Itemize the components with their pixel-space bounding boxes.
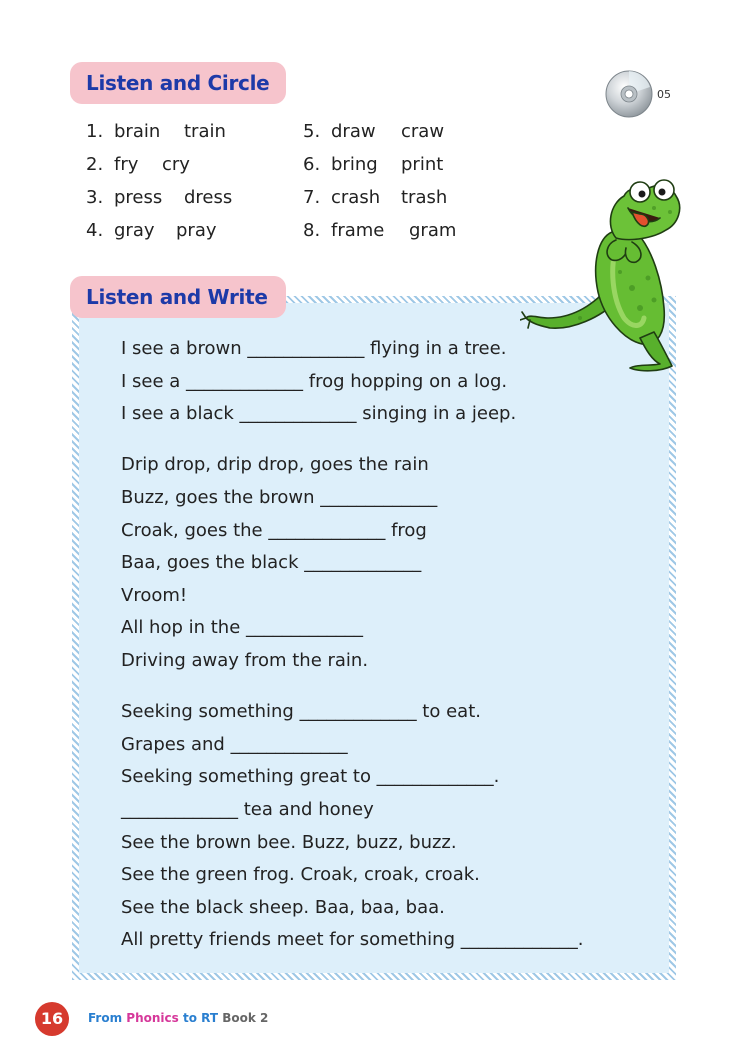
word-option[interactable]: trash <box>401 187 448 208</box>
footer-text: From <box>88 1011 127 1025</box>
fill-line[interactable]: Baa, goes the black _____________ <box>121 552 422 574</box>
fill-line[interactable]: Grapes and _____________ <box>121 733 348 755</box>
footer-text: to RT <box>178 1011 223 1025</box>
poem-line: See the green frog. Croak, croak, croak. <box>121 864 480 886</box>
listen-write-lines <box>121 333 583 957</box>
word-option[interactable]: fry <box>114 154 139 175</box>
fill-line[interactable]: I see a brown _____________ flying in a tree. <box>121 338 507 359</box>
list-item: 3. press dress <box>86 181 232 214</box>
poem-line: See the brown bee. Buzz, buzz, buzz. <box>121 831 457 853</box>
footer-text: Book 2 <box>222 1011 269 1025</box>
list-item: 7. crash trash <box>303 181 456 214</box>
word-option[interactable]: print <box>401 154 444 175</box>
word-option[interactable]: press <box>114 187 163 208</box>
word-list-left <box>86 115 232 247</box>
listen-write-title <box>70 276 286 318</box>
list-item: 5. draw craw <box>303 115 456 148</box>
word-option[interactable]: craw <box>401 121 445 142</box>
fill-line[interactable]: Seeking something great to _____________. <box>121 766 500 788</box>
fill-line[interactable]: Croak, goes the _____________ frog <box>121 519 427 541</box>
fill-line[interactable]: I see a black _____________ singing in a jeep. <box>121 403 517 425</box>
list-item: 4. gray pray <box>86 214 232 247</box>
page-number: 16 <box>35 1002 69 1036</box>
word-list-right <box>303 115 456 247</box>
fill-line[interactable]: All pretty friends meet for something _____________. <box>121 929 584 951</box>
word-option[interactable]: train <box>184 121 226 142</box>
word-option[interactable]: cry <box>162 154 190 175</box>
word-option[interactable]: dress <box>184 187 233 208</box>
listen-circle-title-text: Listen and Circle <box>86 71 270 95</box>
listen-circle-title <box>70 62 286 104</box>
fill-line[interactable]: _____________ tea and honey <box>121 798 374 820</box>
poem-line: See the black sheep. Baa, baa, baa. <box>121 896 445 918</box>
word-option[interactable]: brain <box>114 121 161 142</box>
fill-line[interactable]: Buzz, goes the brown _____________ <box>121 486 438 508</box>
poem-line: Driving away from the rain. <box>121 649 369 671</box>
word-option[interactable]: pray <box>176 220 217 241</box>
list-item: 8. frame gram <box>303 214 456 247</box>
fill-line[interactable]: Seeking something _____________ to eat. <box>121 701 481 723</box>
track-number: 05 <box>657 88 671 101</box>
listen-write-title-text: Listen and Write <box>86 285 268 309</box>
word-option[interactable]: gram <box>409 220 457 241</box>
book-footer <box>88 1011 268 1025</box>
fill-line[interactable]: I see a _____________ frog hopping on a log. <box>121 370 508 392</box>
poem-line: Drip drop, drip drop, goes the rain <box>121 454 429 476</box>
list-item: 6. bring print <box>303 148 456 181</box>
word-option[interactable]: crash <box>331 187 381 208</box>
poem-line: Vroom! <box>121 584 188 606</box>
list-item: 2. fry cry <box>86 148 232 181</box>
fill-line[interactable]: All hop in the _____________ <box>121 617 363 639</box>
word-option[interactable]: bring <box>331 154 378 175</box>
list-item: 1. brain train <box>86 115 232 148</box>
word-option[interactable]: frame <box>331 220 385 241</box>
word-option[interactable]: gray <box>114 220 155 241</box>
footer-text: Phonics <box>126 1011 179 1025</box>
word-option[interactable]: draw <box>331 121 376 142</box>
audio-cd-icon[interactable] <box>604 69 654 119</box>
